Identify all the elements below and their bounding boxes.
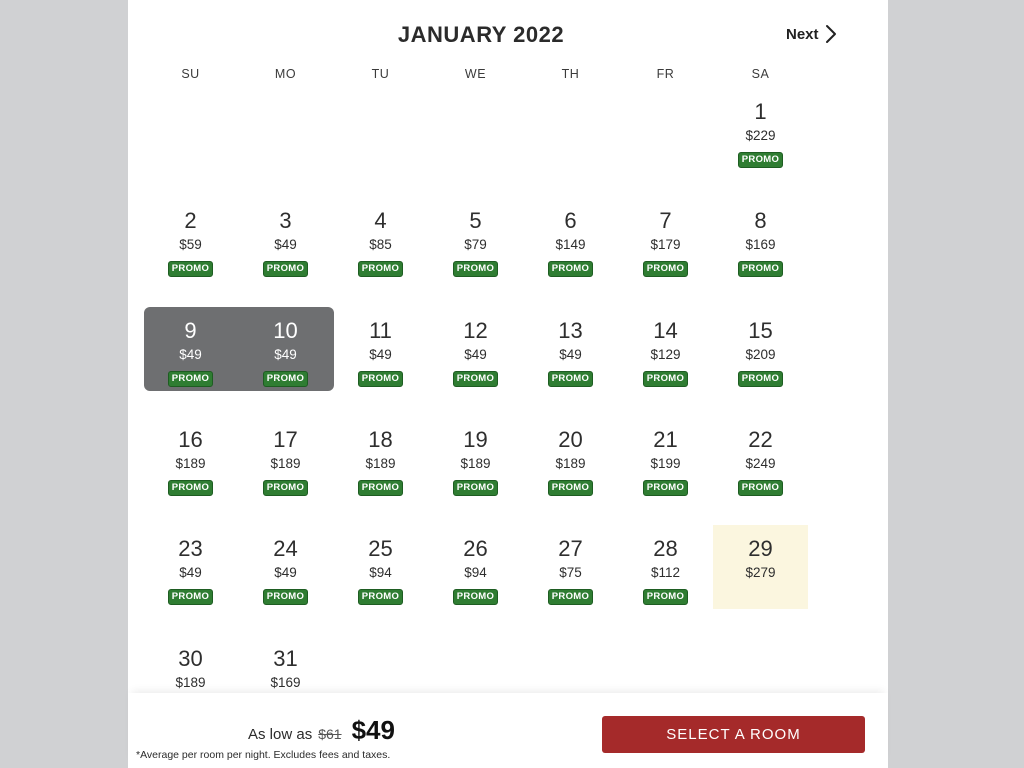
calendar-day-12[interactable] <box>428 309 523 394</box>
day-number: 28 <box>653 536 678 562</box>
calendar-day-18[interactable] <box>333 418 428 503</box>
day-price: $49 <box>274 237 297 253</box>
day-number: 14 <box>653 317 678 343</box>
promo-badge: PROMO <box>358 261 403 277</box>
booking-footer <box>128 693 888 768</box>
weekday-label-fr: FR <box>656 67 675 81</box>
promo-badge: PROMO <box>168 480 213 496</box>
day-price: $209 <box>745 346 776 362</box>
day-number: 27 <box>558 536 583 562</box>
lowest-price: $49 <box>351 715 395 745</box>
day-number: 9 <box>184 317 197 343</box>
day-number: 4 <box>374 208 387 234</box>
calendar-day-3[interactable] <box>238 199 333 284</box>
day-price: $179 <box>650 237 681 253</box>
calendar-day-17[interactable] <box>238 418 333 503</box>
chevron-right-icon <box>825 24 837 44</box>
day-price: $189 <box>365 455 396 471</box>
day-number: 16 <box>178 426 203 452</box>
day-number: 8 <box>754 208 767 234</box>
calendar-day-9[interactable] <box>143 309 238 394</box>
day-price: $49 <box>559 346 582 362</box>
weekday-label-we: WE <box>464 67 487 81</box>
promo-badge: PROMO <box>453 261 498 277</box>
promo-badge: PROMO <box>738 371 783 387</box>
day-price: $49 <box>369 346 392 362</box>
day-number: 24 <box>273 536 298 562</box>
weekday-label-sa: SA <box>751 67 770 81</box>
day-price: $49 <box>274 565 297 581</box>
promo-badge: PROMO <box>643 480 688 496</box>
day-number: 15 <box>748 317 773 343</box>
calendar-day-6[interactable] <box>523 199 618 284</box>
promo-badge: PROMO <box>358 589 403 605</box>
day-price: $94 <box>464 565 487 581</box>
calendar-day-28[interactable] <box>618 527 713 612</box>
promo-badge: PROMO <box>738 152 783 168</box>
day-number: 6 <box>564 208 577 234</box>
day-price: $49 <box>464 346 487 362</box>
promo-badge: PROMO <box>548 480 593 496</box>
calendar-day-16[interactable] <box>143 418 238 503</box>
next-month-label: Next <box>786 25 819 43</box>
promo-badge: PROMO <box>548 589 593 605</box>
calendar-day-1[interactable] <box>713 90 808 175</box>
day-price: $49 <box>274 346 297 362</box>
promo-badge: PROMO <box>263 371 308 387</box>
day-price: $189 <box>175 674 206 690</box>
promo-badge: PROMO <box>453 480 498 496</box>
day-price: $189 <box>270 455 301 471</box>
calendar-day-10[interactable] <box>238 309 333 394</box>
promo-badge: PROMO <box>168 371 213 387</box>
calendar-day-14[interactable] <box>618 309 713 394</box>
calendar-day-27[interactable] <box>523 527 618 612</box>
promo-badge: PROMO <box>168 261 213 277</box>
calendar-day-5[interactable] <box>428 199 523 284</box>
day-price: $189 <box>555 455 586 471</box>
weekday-label-su: SU <box>181 67 200 81</box>
calendar-day-29[interactable] <box>713 527 808 612</box>
weekday-label-th: TH <box>561 67 580 81</box>
calendar-day-19[interactable] <box>428 418 523 503</box>
day-price: $85 <box>369 237 392 253</box>
day-price: $94 <box>369 565 392 581</box>
promo-badge: PROMO <box>263 261 308 277</box>
price-disclaimer: *Average per room per night. Excludes fees and taxes. <box>136 749 391 761</box>
day-number: 30 <box>178 645 203 671</box>
calendar-day-22[interactable] <box>713 418 808 503</box>
day-number: 25 <box>368 536 393 562</box>
promo-badge: PROMO <box>738 261 783 277</box>
weekday-label-tu: TU <box>371 67 390 81</box>
promo-badge: PROMO <box>643 589 688 605</box>
day-number: 21 <box>653 426 678 452</box>
select-room-button[interactable]: SELECT A ROOM <box>602 716 865 753</box>
calendar-panel <box>128 0 888 768</box>
day-number: 3 <box>279 208 292 234</box>
calendar-day-15[interactable] <box>713 309 808 394</box>
next-month-button[interactable] <box>786 24 837 44</box>
promo-badge: PROMO <box>738 480 783 496</box>
promo-badge: PROMO <box>643 371 688 387</box>
day-number: 10 <box>273 317 298 343</box>
promo-badge: PROMO <box>643 261 688 277</box>
day-number: 20 <box>558 426 583 452</box>
promo-badge: PROMO <box>548 371 593 387</box>
day-price: $129 <box>650 346 681 362</box>
day-number: 22 <box>748 426 773 452</box>
promo-badge: PROMO <box>358 371 403 387</box>
calendar-day-13[interactable] <box>523 309 618 394</box>
day-number: 17 <box>273 426 298 452</box>
promo-badge: PROMO <box>168 589 213 605</box>
calendar-day-20[interactable] <box>523 418 618 503</box>
weekday-label-mo: MO <box>274 67 297 81</box>
day-number: 11 <box>369 317 392 343</box>
as-low-as-label: As low as <box>248 726 313 743</box>
day-number: 29 <box>748 536 773 562</box>
day-price: $169 <box>270 674 301 690</box>
day-number: 5 <box>469 208 482 234</box>
day-number: 13 <box>558 317 583 343</box>
day-price: $229 <box>745 128 776 143</box>
month-title: JANUARY 2022 <box>397 22 565 47</box>
day-price: $149 <box>555 237 586 253</box>
day-price: $189 <box>175 455 206 471</box>
day-price: $169 <box>745 237 776 253</box>
calendar-day-2[interactable] <box>143 199 238 284</box>
day-price: $199 <box>650 455 681 471</box>
day-number: 23 <box>178 536 203 562</box>
calendar-day-24[interactable] <box>238 527 333 612</box>
day-price: $49 <box>179 346 202 362</box>
day-number: 19 <box>463 426 488 452</box>
original-price: $61 <box>318 726 342 742</box>
day-number: 2 <box>184 208 197 234</box>
promo-badge: PROMO <box>358 480 403 496</box>
day-number: 1 <box>754 99 767 124</box>
day-price: $189 <box>460 455 491 471</box>
day-price: $49 <box>179 565 202 581</box>
calendar-day-21[interactable] <box>618 418 713 503</box>
promo-badge: PROMO <box>453 371 498 387</box>
day-price: $79 <box>464 237 487 253</box>
as-low-as-price <box>248 715 395 746</box>
day-price: $249 <box>745 455 776 471</box>
day-number: 26 <box>463 536 488 562</box>
day-price: $59 <box>179 237 202 253</box>
day-price: $75 <box>559 565 582 581</box>
calendar-day-26[interactable] <box>428 527 523 612</box>
calendar-day-4[interactable] <box>333 199 428 284</box>
promo-badge: PROMO <box>453 589 498 605</box>
calendar-day-7[interactable] <box>618 199 713 284</box>
promo-badge: PROMO <box>548 261 593 277</box>
calendar-day-8[interactable] <box>713 199 808 284</box>
promo-badge: PROMO <box>263 589 308 605</box>
day-price: $112 <box>650 565 681 581</box>
promo-badge: PROMO <box>263 480 308 496</box>
day-price: $279 <box>745 565 776 581</box>
day-number: 31 <box>273 645 298 671</box>
calendar-day-25[interactable] <box>333 527 428 612</box>
day-number: 7 <box>659 208 672 234</box>
day-number: 18 <box>368 426 393 452</box>
calendar-day-11[interactable] <box>333 309 428 394</box>
day-number: 12 <box>463 317 488 343</box>
calendar-day-23[interactable] <box>143 527 238 612</box>
